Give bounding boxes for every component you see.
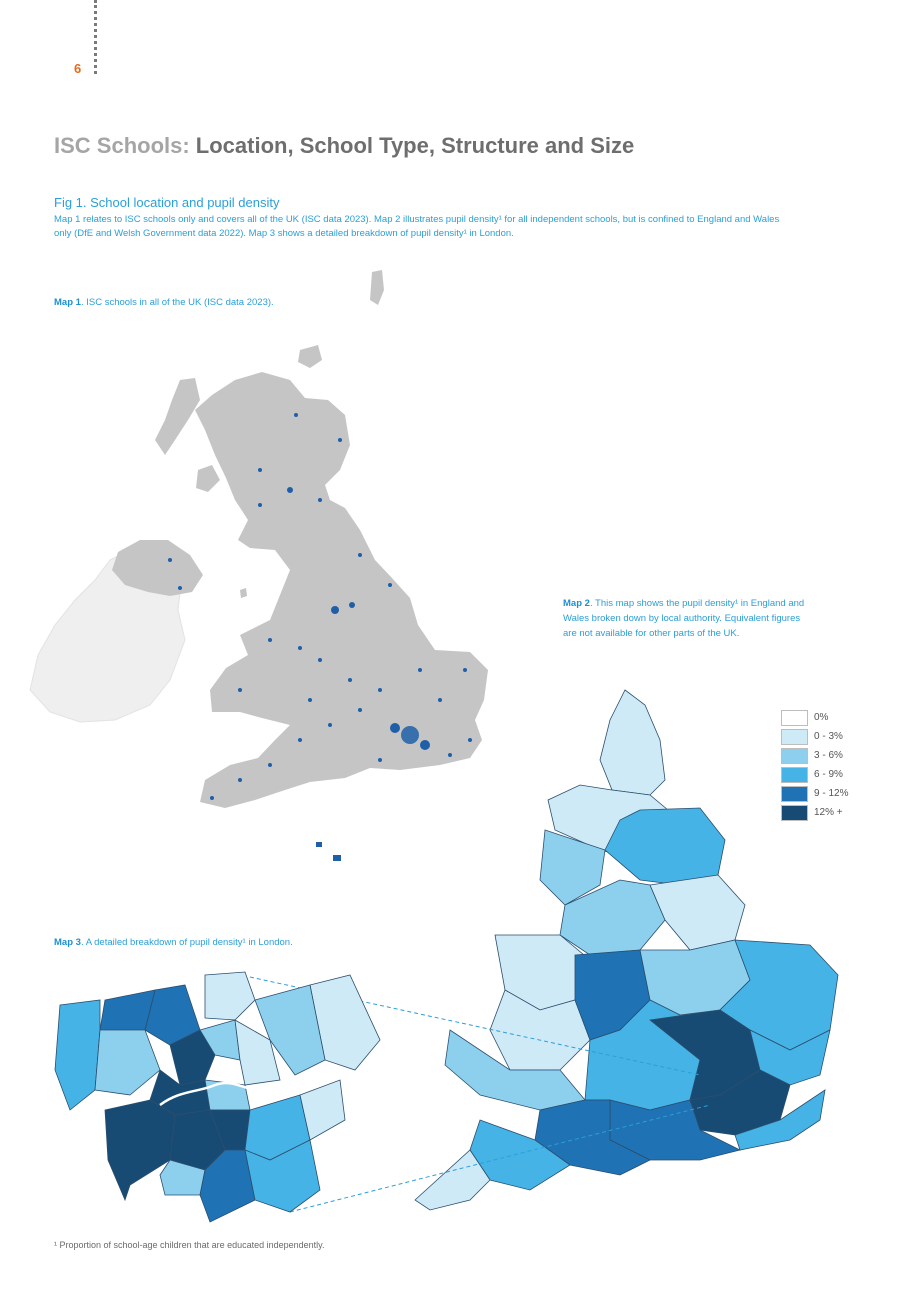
school-dot [238, 688, 242, 692]
borough-ealing [95, 1030, 160, 1095]
legend-label: 0% [814, 712, 829, 723]
legend-swatch [781, 805, 808, 821]
school-dot [178, 586, 182, 590]
map3-caption-text: . A detailed breakdown of pupil density¹ in London. [80, 937, 293, 948]
borough-tower-hamlets [205, 1080, 250, 1110]
school-dot [258, 503, 262, 507]
legend-item [781, 805, 901, 821]
map3-label: Map 3 [54, 937, 81, 948]
page-number: 6 [74, 61, 82, 76]
footnote: ¹ Proportion of school-age children that are educated independently. [54, 1240, 325, 1250]
figure-description: Map 1 relates to ISC schools only and covers all of the UK (ISC data 2023). Map 2 illustrates pupil density¹ for all independent schools, but is confined to England and Wales only (DfE and Welsh Government data 2022). Map 3 shows a detailed breakdown of pupil density¹ in London. [54, 214, 780, 239]
school-dot [331, 606, 339, 614]
school-dot [338, 438, 342, 442]
region-northumberland [600, 690, 665, 795]
school-dot [294, 413, 298, 417]
school-dot [318, 658, 322, 662]
school-dot [378, 758, 382, 762]
legend-label: 3 - 6% [814, 750, 843, 761]
map1-caption-text: . ISC schools in all of the UK (ISC data 2023). [80, 297, 274, 308]
school-dot [268, 763, 272, 767]
borough-enfield [205, 972, 255, 1020]
legend-swatch [781, 767, 808, 783]
shetland-shape [370, 270, 384, 305]
legend-item [781, 729, 901, 745]
legend-swatch [781, 729, 808, 745]
school-dot [238, 778, 242, 782]
legend-item [781, 710, 901, 726]
legend-label: 9 - 12% [814, 788, 849, 799]
school-dot [168, 558, 172, 562]
legend-label: 6 - 9% [814, 769, 843, 780]
legend-swatch [781, 786, 808, 802]
borough-hillingdon [55, 1000, 100, 1110]
map2-caption-text: . This map shows the pupil density¹ in England and Wales broken down by local authority. Equivalent figures are not available for other parts of the UK. [563, 598, 805, 639]
legend-swatch [781, 710, 808, 726]
school-dot [268, 638, 272, 642]
school-dot [401, 726, 419, 744]
school-dot [287, 487, 293, 493]
school-dot [468, 738, 472, 742]
title-main: Location, School Type, Structure and Size [189, 133, 635, 158]
legend-item [781, 767, 901, 783]
inner-hebrides-shape [196, 465, 220, 492]
title-prefix: ISC Schools: [54, 133, 190, 158]
school-dot [318, 498, 322, 502]
school-dot [448, 753, 452, 757]
school-dot [388, 583, 392, 587]
school-dot [463, 668, 467, 672]
legend-item [781, 786, 901, 802]
school-dot [298, 738, 302, 742]
school-dot [348, 678, 352, 682]
england-wales-choropleth [415, 690, 838, 1210]
legend-item [781, 748, 901, 764]
london-choropleth [55, 972, 380, 1222]
figure-title: Fig 1. School location and pupil density [54, 195, 280, 210]
school-dot [418, 668, 422, 672]
hebrides-shape [155, 378, 200, 455]
orkney-shape [298, 345, 322, 368]
map2-label: Map 2 [563, 598, 590, 609]
school-dot [210, 796, 214, 800]
school-dot [358, 553, 362, 557]
school-dot [298, 646, 302, 650]
isle-of-man-shape [240, 588, 247, 598]
school-dot [308, 698, 312, 702]
school-dot [358, 708, 362, 712]
school-dot [390, 723, 400, 733]
map1-label: Map 1 [54, 297, 81, 308]
channel-islands-shape [316, 842, 341, 861]
region-north-yorkshire [605, 808, 725, 885]
school-dot [328, 723, 332, 727]
region-yorkshire [650, 875, 745, 950]
great-britain-shape [195, 372, 488, 808]
school-dot [420, 740, 430, 750]
school-dot [438, 698, 442, 702]
legend-label: 12% + [814, 807, 843, 818]
school-dot [258, 468, 262, 472]
school-dot [349, 602, 355, 608]
legend-label: 0 - 3% [814, 731, 843, 742]
school-dot [378, 688, 382, 692]
legend-swatch [781, 748, 808, 764]
